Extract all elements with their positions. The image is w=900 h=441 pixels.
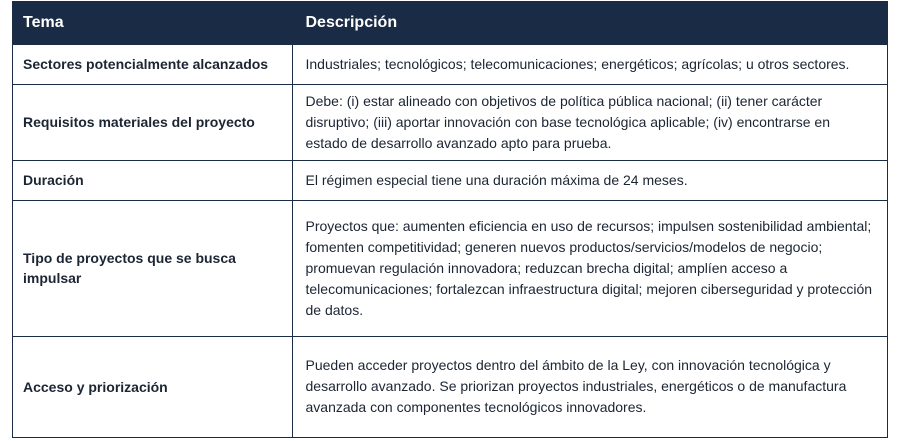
summary-table: [13, 2, 887, 437]
row-descripcion-cell: Industriales; tecnológicos; telecomunicaciones; energéticos; agrícolas; u otros sectores.: [292, 44, 887, 84]
table-row: [13, 160, 887, 200]
row-tema-cell: Duración: [13, 160, 292, 200]
row-tema-cell: Tipo de proyectos que se busca impulsar: [13, 200, 292, 336]
table-row: [13, 84, 887, 160]
column-header-descripcion: Descripción: [292, 2, 887, 44]
row-tema-cell: Acceso y priorización: [13, 336, 292, 437]
row-tema-cell: Requisitos materiales del proyecto: [13, 84, 292, 160]
row-tema-cell: Sectores potencialmente alcanzados: [13, 44, 292, 84]
table-row: [13, 44, 887, 84]
table-row: [13, 200, 887, 336]
column-header-tema: Tema: [13, 2, 292, 44]
row-descripcion-cell: El régimen especial tiene una duración máxima de 24 meses.: [292, 160, 887, 200]
table-header-row: [13, 2, 887, 44]
row-descripcion-cell: Pueden acceder proyectos dentro del ámbito de la Ley, con innovación tecnológica y desarrollo avanzado. Se priorizan proyectos industriales, energéticos o de manufactura avanzada con componentes tecnológicos innovadores.: [292, 336, 887, 437]
row-descripcion-cell: Debe: (i) estar alineado con objetivos de política pública nacional; (ii) tener carácter disruptivo; (iii) aportar innovación con base tecnológica aplicable; (iv) encontrarse en estado de desarrollo avanzado apto para prueba.: [292, 84, 887, 160]
row-descripcion-cell: Proyectos que: aumenten eficiencia en uso de recursos; impulsen sostenibilidad ambiental; fomenten competitividad; generen nuevos productos/servicios/modelos de negocio; promuevan regulación innovadora; reduzcan brecha digital; amplíen acceso a telecomunicaciones; fortalezcan infraestructura digital; mejoren ciberseguridad y protección de datos.: [292, 200, 887, 336]
table-row: [13, 336, 887, 437]
summary-table-container: [12, 1, 888, 438]
